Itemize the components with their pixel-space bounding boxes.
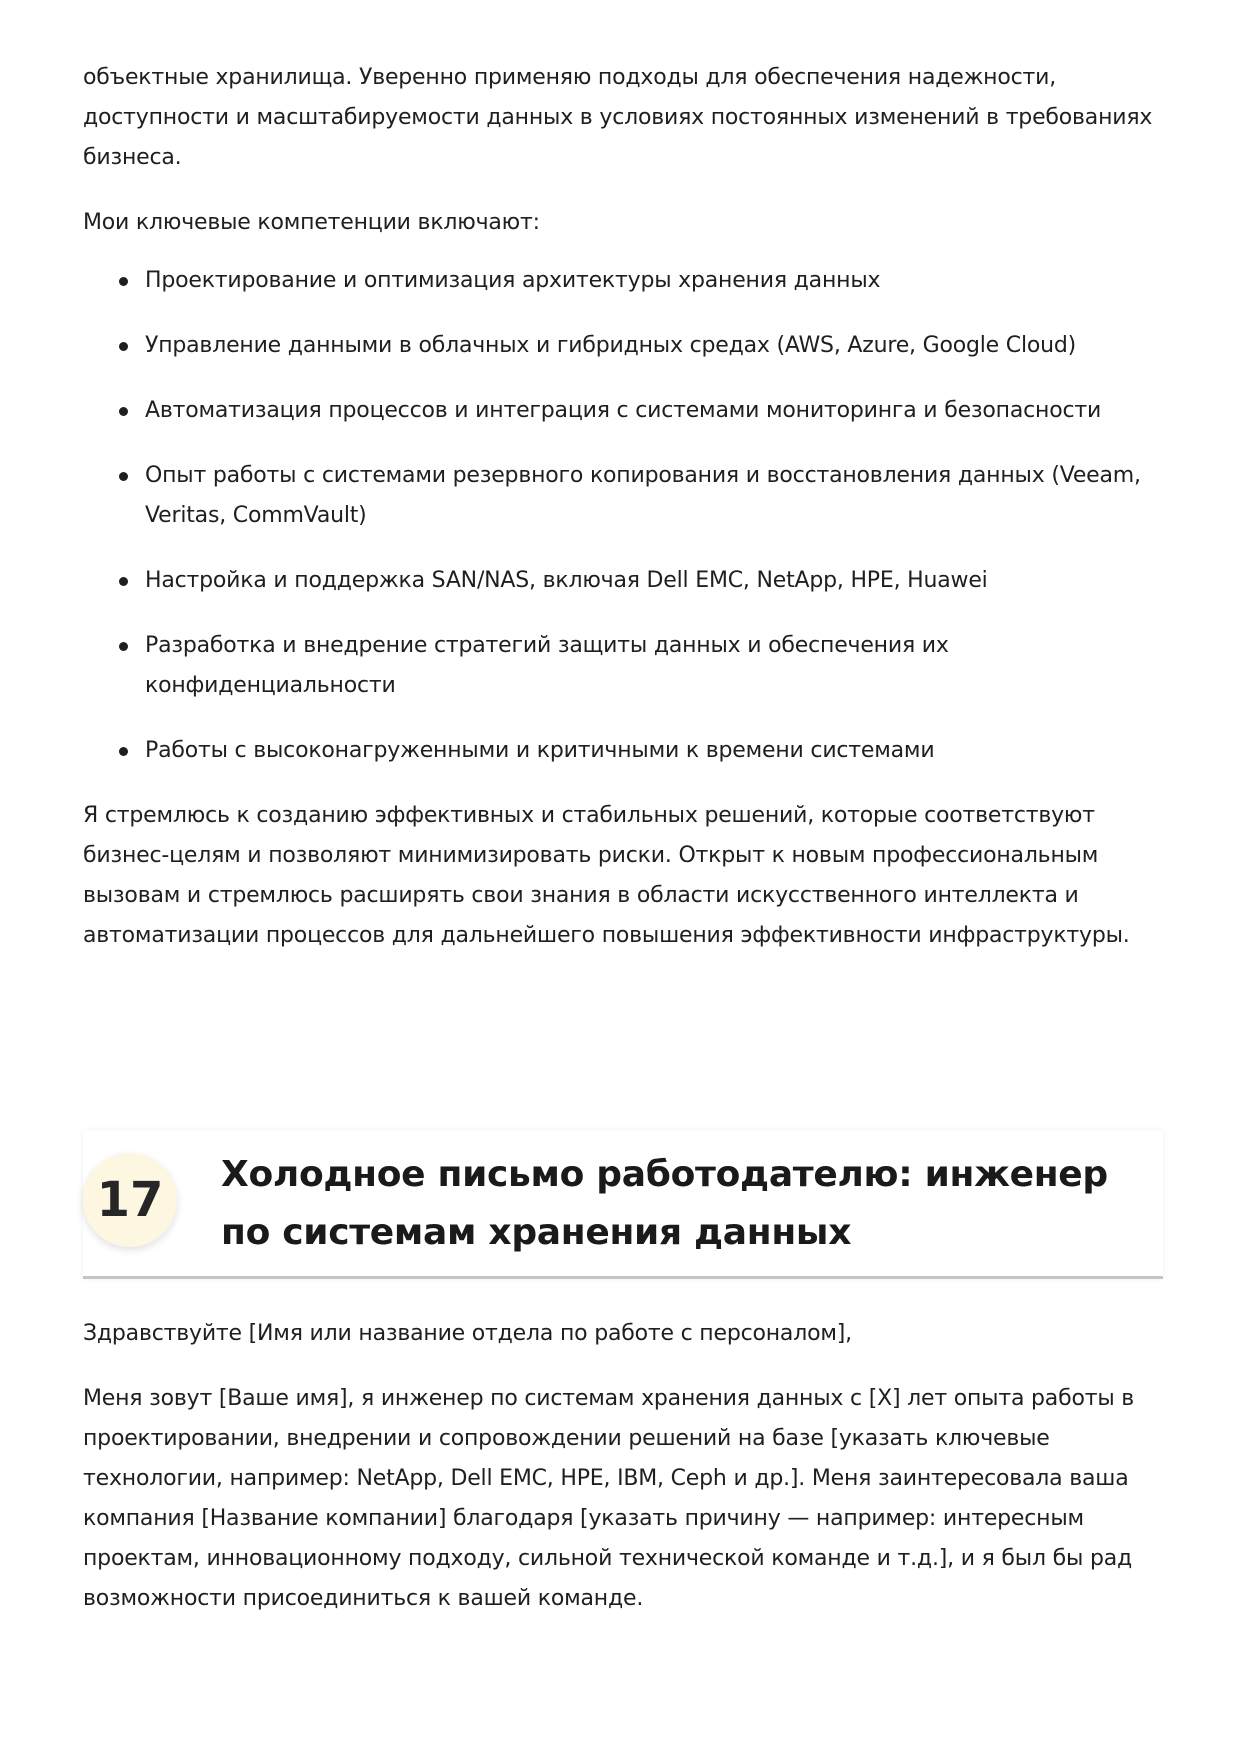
list-item	[83, 731, 1163, 771]
closing-paragraph: Я стремлюсь к созданию эффективных и стабильных решений, которые соответствуют бизнес-целям и позволяют минимизировать риски. Открыт к новым профессиональным вызовам и стремлюсь расширять свои знания в области искусственного интеллекта и автоматизации процессов для дальнейшего повышения эффективности инфраструктуры.	[83, 803, 1130, 948]
list-item	[83, 261, 1163, 301]
resume-content	[83, 58, 1163, 956]
bullet-icon	[119, 277, 128, 286]
competencies-list	[83, 261, 1163, 771]
bullet-icon	[119, 577, 128, 586]
letter-body: Меня зовут [Ваше имя], я инженер по системам хранения данных с [X] лет опыта работы в проектировании, внедрении и сопровождении решений на базе [указать ключевые технологии, например: NetApp, Dell EMC, HPE, IBM, Ceph и др.]. Меня заинтересовала ваша компания [Название компании] благодаря [указать причину — например: интересным проектам, инновационному подходу, сильной технической команде и т.д.], и я был бы рад возможности присоединиться к вашей команде.	[83, 1386, 1135, 1611]
list-item-text: Опыт работы с системами резервного копирования и восстановления данных (Veeam, Veritas, CommVault)	[145, 463, 1141, 528]
cover-letter	[83, 1314, 1163, 1644]
list-item	[83, 626, 1163, 706]
bullet-icon	[119, 342, 128, 351]
competencies-intro: Мои ключевые компетенции включают:	[83, 210, 540, 235]
bullet-icon	[119, 642, 128, 651]
section-number-badge: 17	[83, 1153, 177, 1247]
bullet-icon	[119, 407, 128, 416]
intro-paragraph: объектные хранилища. Уверенно применяю подходы для обеспечения надежности, доступности и масштабируемости данных в условиях постоянных изменений в требованиях бизнеса.	[83, 65, 1153, 170]
list-item-text: Работы с высоконагруженными и критичными к времени системами	[145, 738, 935, 763]
bullet-icon	[119, 472, 128, 481]
list-item	[83, 561, 1163, 601]
section-title: Холодное письмо работодателю: инженер по системам хранения данных	[221, 1154, 1108, 1253]
list-item	[83, 391, 1163, 431]
list-item	[83, 456, 1163, 536]
list-item-text: Проектирование и оптимизация архитектуры хранения данных	[145, 268, 881, 293]
section-header	[83, 1130, 1163, 1279]
list-item-text: Разработка и внедрение стратегий защиты данных и обеспечения их конфиденциальности	[145, 633, 949, 698]
letter-greeting: Здравствуйте [Имя или название отдела по работе с персоналом],	[83, 1321, 852, 1346]
list-item	[83, 326, 1163, 366]
bullet-icon	[119, 747, 128, 756]
list-item-text: Автоматизация процессов и интеграция с системами мониторинга и безопасности	[145, 398, 1102, 423]
list-item-text: Управление данными в облачных и гибридных средах (AWS, Azure, Google Cloud)	[145, 333, 1077, 358]
list-item-text: Настройка и поддержка SAN/NAS, включая Dell EMC, NetApp, HPE, Huawei	[145, 568, 988, 593]
